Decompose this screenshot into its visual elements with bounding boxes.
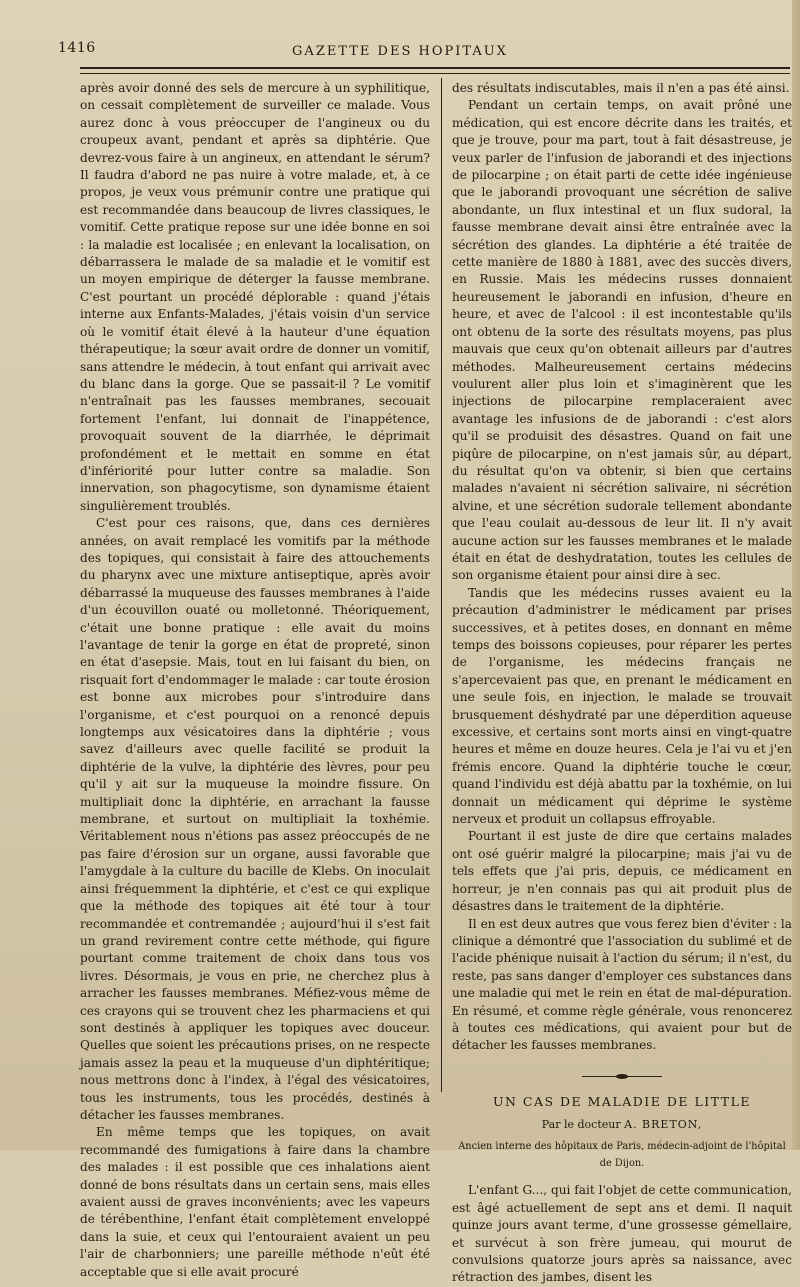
paragraph: Il en est deux autres que vous ferez bien d'éviter : la clinique a démontré que l'association du sublimé et de l'acide phénique nuisait à l'action du sérum; il n'est, du reste, pas sans danger d'employer ces substances dans une maladie qui met le rein en état de mal-dépuration. En résumé, et comme règle générale, vous renoncerez à toutes ces médications, qui avaient pour but de détacher les fausses membranes. bbox=[452, 916, 792, 1053]
author-name: A. BRETON, bbox=[624, 1118, 703, 1132]
article-body: L'enfant G..., qui fait l'objet de cette communication, est âgé actuellement de sept ans et demi. Il naquit quinze jours avant terme, d'une grossesse gémellaire, et survécut à son frère jumeau, qui mourut de convulsions quatorze jours après sa naissance, avec rétraction des jambes, disent les bbox=[452, 1183, 792, 1285]
author-affiliation: Ancien interne des hôpitaux de Paris, médecin-adjoint de l'hôpital de Dijon. bbox=[458, 1140, 786, 1169]
header-rule-thin bbox=[80, 73, 790, 74]
article-byline bbox=[452, 1116, 792, 1133]
byline-prefix: Par le docteur bbox=[541, 1118, 621, 1132]
left-column bbox=[80, 80, 430, 1279]
paragraph: C'est pour ces raisons, que, dans ces dernières années, on avait remplacé les vomitifs par la méthode des topiques, qui consistait à faire des attouchements du pharynx avec une mixture antiseptique, après avoir débarrassé la muqueuse des fausses membranes à l'aide d'un écouvillon ouaté ou molletonné. Théoriquement, c'était une bonne pratique : elle avait du moins l'avantage de tenir la gorge en état de propreté, sinon en état d'asepsie. Mais, tout en lui faisant du bien, on risquait fort d'endommager le malade : car toute érosion est bonne aux microbes pour s'introduire dans l'organisme, et c'est pourquoi on a renoncé depuis longtemps aux vésicatoires dans la diphtérie ; vous savez d'ailleurs avec quelle facilité se produit la diphtérie de la vulve, la diphtérie des lèvres, pour peu qu'il y ait sur la muqueuse la moindre fissure. On multipliait donc la diphtérie, en arrachant la fausse membrane, et surtout on multipliait la toxhémie. Véritablement nous n'étions pas assez préoccupés de ne pas faire d'érosion sur un organe, aussi favorable que l'amygdale à la culture du bacille de Klebs. On inoculait ainsi fréquemment la diphtérie, et c'est ce qui explique que la méthode des topiques ait été tour à tour recommandée et contremandée ; aujourd'hui il s'est fait un grand revirement contre cette méthode, qui figure pourtant comme traitement de choix dans tous vos livres. Désormais, je vous en prie, ne cherchez plus à arracher les fausses membranes. Méfiez-vous même de ces crayons qui se trouvent chez les pharmaciens et qui sont destinés à appliquer les topiques avec douceur. Quelles que soient les précautions prises, on ne respecte jamais assez la peau et la muqueuse d'un diphtéritique; nous mettrons donc à l'index, à l'égal des vésicatoires, tous les instruments, tous les procédés, destinés à détacher les fausses membranes. bbox=[80, 516, 430, 1122]
article-title: UN CAS DE MALADIE DE LITTLE bbox=[492, 1093, 752, 1109]
paragraph: Pourtant il est juste de dire que certains malades ont osé guérir malgré la pilocarpine; mais j'ai vu de tels effets que j'ai pris, depuis, ce médicament en horreur, je n'en connais pas qui ait produit plus de désastres dans le traitement de la diphtérie. bbox=[452, 829, 792, 914]
page-edge bbox=[792, 0, 800, 1150]
paragraph: En même temps que les topiques, on avait recommandé des fumigations à faire dans la chambre des malades : il est possible que ces inhalations aient donné de bons résultats dans un certain sens, mais elles avaient aussi de graves inconvénients; avec les vapeurs de térébenthine, l'enfant était complètement enveloppé dans la suie, et ceux qui l'entouraient avaient un peu l'air de charbonniers; une pareille méthode n'eût été acceptable que si elle avait procuré bbox=[80, 1125, 430, 1279]
paragraph: Pendant un certain temps, on avait prôné une médication, qui est encore décrite dans les traités, et que je trouve, pour ma part, tout à fait désastreuse, je veux parler de l'infusion de jaborandi et des injections de pilocarpine ; on était parti de cette idée ingénieuse que le jaborandi provoquant une sécrétion de salive abondante, un flux intestinal et un flux sudoral, la fausse membrane devait ainsi être entraînée avec la sécrétion des glandes. La diphtérie a été traitée de cette manière de 1880 à 1881, avec des succès divers, en Russie. Mais les médecins russes donnaient heureusement le jaborandi en infusion, d'heure en heure, et avec de l'alcool : il est incontestable qu'ils ont obtenu de la sorte des résultats moyens, pas plus mauvais que ceux qu'on obtenait ailleurs par d'autres méthodes. Malheureusement certains médecins voulurent aller plus loin et s'imaginèrent que les injections de pilocarpine remplaceraient avec avantage les infusions de de jaborandi : c'est alors qu'il se produisit des désastres. Quand on fait une piqûre de pilocarpine, on n'est jamais sûr, au départ, du résultat qu'on va obtenir, si bien que certains malades n'avaient ni sécrétion salivaire, ni sécrétion alvine, et une sécrétion sudorale tellement abondante que l'eau coulait au-dessous de leur lit. Il n'y avait aucune action sur les fausses membranes et le malade était en état de deshydratation, toutes les cellules de son organisme étaient pour ainsi dire à sec. bbox=[452, 98, 792, 583]
paragraph: Tandis que les médecins russes avaient eu la précaution d'administrer le médicament par prises successives, et à petites doses, en donnant en même temps des boissons copieuses, pour réparer les pertes de l'organisme, les médecins français ne s'apercevaient pas que, en prenant le médicament en une seule fois, en injection, le malade se trouvait brusquement déshydraté par une déperdition aqueuse excessive, et certains sont morts ainsi en vingt-quatre heures et même en douze heures. Cela je l'ai vu et j'en frémis encore. Quand la diphtérie touche le cœur, quand l'individu est déjà abattu par la toxhémie, on lui donnait un médicament qui déprime le système nerveux et produit un collapsus effroyable. bbox=[452, 585, 792, 827]
column-divider bbox=[441, 78, 442, 1092]
ornamental-rule bbox=[582, 1073, 662, 1081]
right-column bbox=[452, 80, 792, 1285]
paragraph: des résultats indiscutables, mais il n'en a pas été ainsi. bbox=[452, 81, 790, 95]
page-number: 1416 bbox=[58, 40, 96, 56]
header-rule bbox=[80, 67, 790, 69]
article-header bbox=[452, 1073, 792, 1173]
running-head-title: GAZETTE DES HOPITAUX bbox=[292, 44, 508, 59]
paragraph: après avoir donné des sels de mercure à un syphilitique, on cessait complètement de surveiller ce malade. Vous aurez donc à vous préoccuper de l'angineux ou du croupeux avant, pendant et après sa diphtérie. Que devrez-vous faire à un angineux, en attendant le sérum? Il faudra d'abord ne pas nuire à votre malade, et, à ce propos, je veux vous prémunir contre une pratique qui est recommandée dans beaucoup de livres classiques, le vomitif. Cette pratique repose sur une idée bonne en soi : la maladie est localisée ; en enlevant la localisation, on débarrassera le malade de sa maladie et le vomitif est un moyen empirique de déterger la fausse membrane. C'est pourtant un procédé déplorable : quand j'étais interne aux Enfants-Malades, j'étais voisin d'un service où le vomitif était élevé à la hauteur d'une équation thérapeutique; la sœur avait ordre de donner un vomitif, sans attendre le médecin, à tout enfant qui arrivait avec du blanc dans la gorge. Que se passait-il ? Le vomitif n'entraînait pas les fausses membranes, secouait fortement l'enfant, lui donnait de l'inappétence, provoquait souvent de la diarrhée, le déprimait profondément et le mettait en somme en état d'infériorité pour lutter contre sa maladie. Son innervation, son phagocytisme, son dynamisme étaient singulièrement troublés. bbox=[80, 81, 430, 513]
